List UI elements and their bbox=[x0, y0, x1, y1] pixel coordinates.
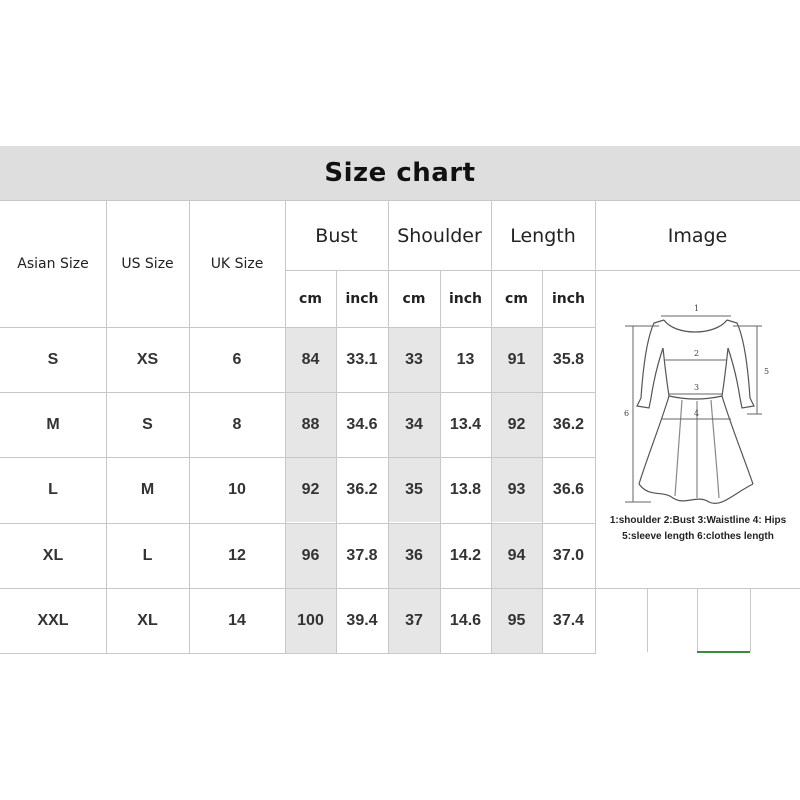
cell-length-cm: 95 bbox=[491, 588, 542, 653]
cell-asian-size: L bbox=[48, 480, 58, 498]
cell-bust-inch: 33.1 bbox=[346, 350, 378, 368]
cell-shoulder-cm: 36 bbox=[388, 523, 440, 588]
cell-uk-size: 12 bbox=[228, 546, 246, 564]
unit-shoulder-inch: inch bbox=[448, 290, 483, 307]
size-chart-title-bar bbox=[0, 146, 800, 200]
cell-bust-inch: 39.4 bbox=[346, 611, 378, 629]
cell-bust-cm: 92 bbox=[285, 457, 336, 522]
header-shoulder: Shoulder bbox=[397, 224, 482, 247]
unit-length-inch: inch bbox=[551, 290, 586, 307]
cell-length-cm: 93 bbox=[491, 457, 542, 522]
diagram-label-3: 3 bbox=[694, 383, 700, 392]
cell-bust-cm: 96 bbox=[285, 523, 336, 588]
cell-asian-size: XXL bbox=[37, 611, 69, 629]
cell-bust-inch: 36.2 bbox=[346, 480, 378, 498]
diagram-legend-line-1: 1:shoulder 2:Bust 3:Waistline 4: Hips bbox=[609, 515, 787, 526]
diagram-legend-line-2: 5:sleeve length 6:clothes length bbox=[622, 531, 774, 542]
cell-us-size: XL bbox=[137, 611, 158, 629]
page-title: Size chart bbox=[324, 158, 476, 188]
cell-uk-size: 14 bbox=[228, 611, 246, 629]
cell-length-inch: 36.6 bbox=[552, 480, 585, 498]
cell-length-cm: 91 bbox=[491, 327, 542, 392]
unit-bust-cm: cm bbox=[299, 290, 322, 307]
cell-bust-inch: 37.8 bbox=[346, 546, 378, 564]
cell-asian-size: S bbox=[47, 350, 59, 368]
cell-length-inch: 37.4 bbox=[552, 611, 585, 629]
diagram-label-4: 4 bbox=[694, 409, 700, 418]
diagram-label-5: 5 bbox=[764, 367, 770, 376]
unit-length-cm: cm bbox=[505, 290, 528, 307]
cell-bust-cm: 88 bbox=[285, 392, 336, 457]
cell-shoulder-inch: 14.6 bbox=[449, 611, 482, 629]
cell-shoulder-inch: 14.2 bbox=[449, 546, 482, 564]
cell-length-cm: 94 bbox=[491, 523, 542, 588]
cell-length-inch: 37.0 bbox=[552, 546, 585, 564]
dress-measurement-diagram bbox=[597, 298, 800, 512]
cell-asian-size: XL bbox=[42, 546, 64, 564]
cell-shoulder-cm: 35 bbox=[388, 457, 440, 522]
cell-shoulder-cm: 33 bbox=[388, 327, 440, 392]
diagram-label-1: 1 bbox=[694, 304, 700, 313]
cell-uk-size: 8 bbox=[232, 415, 242, 433]
cell-bust-cm: 100 bbox=[285, 588, 336, 653]
header-image: Image bbox=[667, 224, 728, 247]
header-bust: Bust bbox=[315, 224, 358, 247]
cell-length-cm: 92 bbox=[491, 392, 542, 457]
cell-us-size: XS bbox=[136, 350, 159, 368]
cell-shoulder-inch: 13.8 bbox=[449, 480, 482, 498]
cell-length-inch: 35.8 bbox=[552, 350, 585, 368]
unit-shoulder-cm: cm bbox=[402, 290, 426, 307]
cell-uk-size: 6 bbox=[232, 350, 242, 368]
decorative-line bbox=[697, 651, 750, 653]
diagram-label-2: 2 bbox=[694, 349, 700, 358]
cell-us-size: L bbox=[142, 546, 153, 564]
header-length: Length bbox=[510, 224, 576, 247]
cell-bust-cm: 84 bbox=[285, 327, 336, 392]
cell-uk-size: 10 bbox=[228, 480, 246, 498]
cell-shoulder-cm: 37 bbox=[388, 588, 440, 653]
cell-shoulder-inch: 13.4 bbox=[449, 415, 482, 433]
cell-length-inch: 36.2 bbox=[552, 415, 585, 433]
cell-bust-inch: 34.6 bbox=[346, 415, 378, 433]
header-asian-size: Asian Size bbox=[17, 256, 89, 272]
header-uk-size: UK Size bbox=[210, 256, 264, 272]
cell-shoulder-inch: 13 bbox=[456, 350, 475, 368]
cell-us-size: M bbox=[140, 480, 155, 498]
cell-asian-size: M bbox=[46, 415, 60, 433]
header-us-size: US Size bbox=[121, 256, 174, 272]
unit-bust-inch: inch bbox=[345, 290, 379, 307]
cell-shoulder-cm: 34 bbox=[388, 392, 440, 457]
diagram-label-6: 6 bbox=[624, 409, 630, 418]
cell-us-size: S bbox=[142, 415, 153, 433]
